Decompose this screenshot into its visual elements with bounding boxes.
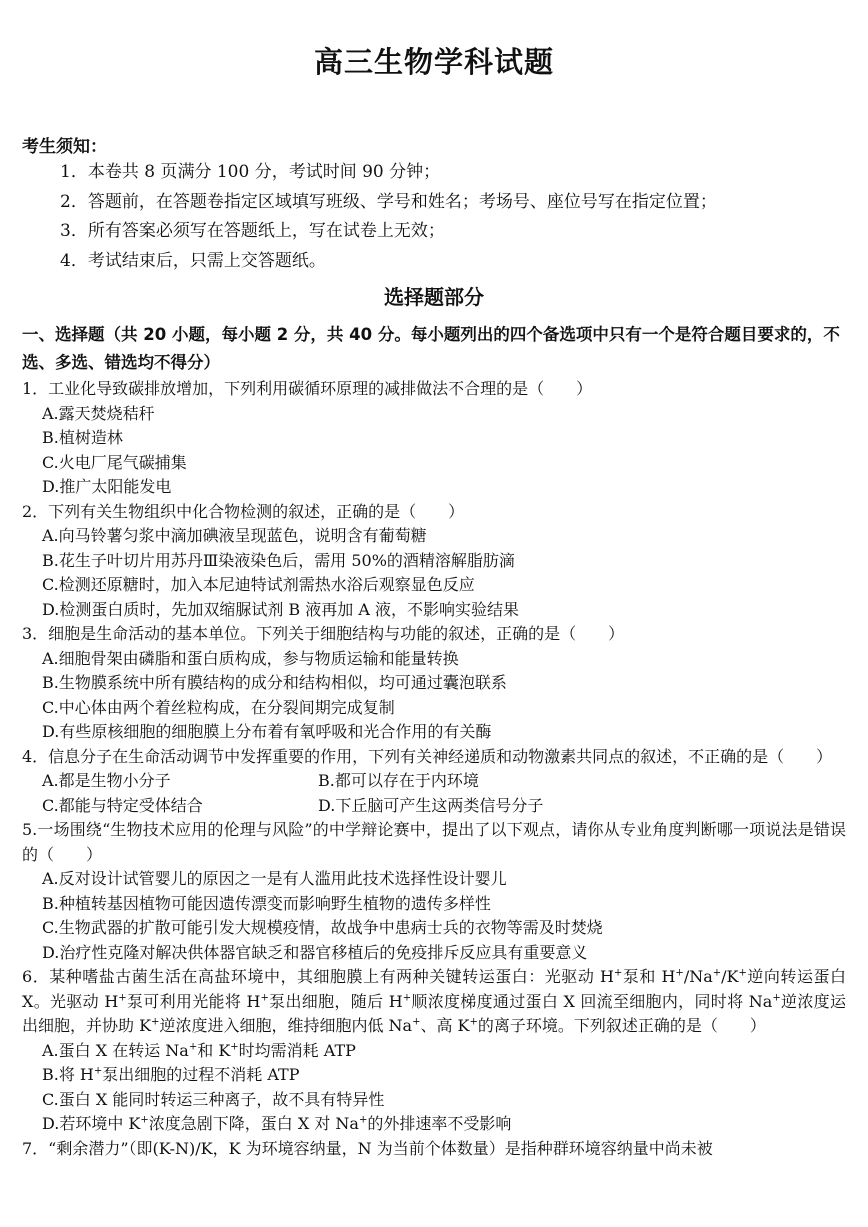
- option-c: C.生物武器的扩散可能引发大规模疫情，故战争中患病士兵的衣物等需及时焚烧: [42, 918, 603, 937]
- page-title: 高三生物学科试题: [313, 45, 554, 79]
- question-5: [22, 818, 846, 965]
- option-d: D.检测蛋白质时，先加双缩脲试剂 B 液再加 A 液，不影响实验结果: [42, 599, 520, 619]
- option-d: D.有些原核细胞的细胞膜上分布着有氧呼吸和光合作用的有关酶: [42, 722, 492, 741]
- question-stem: 4．信息分子在生命活动调节中发挥重要的作用，下列有关神经递质和动物激素共同点的叙述，不正确的是（ ）: [22, 746, 833, 766]
- option-c: C.蛋白 X 能同时转运三种离子，故不具有特异性: [42, 1089, 385, 1109]
- option-a: A.反对设计试管婴儿的原因之一是有人滥用此技术选择性设计婴儿: [42, 869, 507, 888]
- question-stem: 3．细胞是生命活动的基本单位。下列关于细胞结构与功能的叙述，正确的是（ ）: [22, 624, 625, 643]
- option-b: B.将 H+泵出细胞的过程不消耗 ATP: [42, 1065, 300, 1084]
- option-c: C.检测还原糖时，加入本尼迪特试剂需热水浴后观察显色反应: [42, 575, 475, 594]
- notice-heading: 考生须知：: [22, 137, 107, 157]
- question-list: [22, 377, 846, 1161]
- part-heading: 一、选择题（共 20 小题，每小题 2 分，共 40 分。每小题列出的四个备选项中只有一个是符合题目要求的，不选、多选、错选均不得分）: [22, 325, 840, 372]
- question-3: [22, 622, 846, 745]
- notice-item: 1．本卷共 8 页满分 100 分，考试时间 90 分钟；: [60, 162, 441, 182]
- question-1: [22, 377, 846, 500]
- option-row: [22, 794, 846, 819]
- option-c: C.中心体由两个着丝粒构成，在分裂间期完成复制: [42, 697, 395, 717]
- notice-list: [60, 158, 860, 276]
- option-a: A.蛋白 X 在转运 Na+和 K+时均需消耗 ATP: [42, 1040, 356, 1060]
- question-2: [22, 500, 846, 623]
- option-d: D.下丘脑可产生这两类信号分子: [318, 795, 544, 815]
- notice-item: 2．答题前，在答题卷指定区域填写班级、学号和姓名；考场号、座位号写在指定位置；: [60, 191, 717, 212]
- question-stem: 2．下列有关生物组织中化合物检测的叙述，正确的是（ ）: [22, 501, 465, 521]
- section-title: 选择题部分: [384, 285, 484, 309]
- question-6: [22, 965, 846, 1137]
- option-b: B.植树造林: [42, 428, 123, 447]
- question-stem: 7．“剩余潜力”（即(K-N)/K，K 为环境容纳量，N 为当前个体数量）是指种群环境容纳量中尚未被: [22, 1138, 713, 1158]
- option-b: B.生物膜系统中所有膜结构的成分和结构相似，均可通过囊泡联系: [42, 673, 507, 692]
- question-stem: 6．某种嗜盐古菌生活在高盐环境中，其细胞膜上有两种关键转运蛋白：光驱动 H+泵和 H+/Na+/K+逆向转运蛋白 X。光驱动 H+泵可利用光能将 H+泵出细胞，随后 H+顺浓度梯度通过蛋白 X 回流至细胞内，同时将 Na+逆浓度运出细胞，并协助 K+逆浓度进入细胞，维持细胞内低 Na+、高 K+的离子环境。下列叙述正确的是（ ）: [22, 967, 846, 1035]
- option-b: B.花生子叶切片用苏丹Ⅲ染液染色后，需用 50%的酒精溶解脂肪滴: [42, 550, 515, 570]
- option-d: D.治疗性克隆对解决供体器官缺乏和器官移植后的免疫排斥反应具有重要意义: [42, 942, 588, 962]
- notice-item: 4．考试结束后，只需上交答题纸。: [60, 250, 326, 271]
- notice-item: 3．所有答案必须写在答题纸上，写在试卷上无效；: [60, 221, 445, 241]
- option-a: A.露天焚烧秸秆: [42, 403, 155, 423]
- option-a: A.都是生物小分子: [42, 771, 171, 790]
- option-b: B.种植转基因植物可能因遗传漂变而影响野生植物的遗传多样性: [42, 893, 491, 913]
- question-7: [22, 1137, 846, 1162]
- option-d: D.若环境中 K+浓度急剧下降，蛋白 X 对 Na+的外排速率不受影响: [42, 1114, 512, 1133]
- option-row: [22, 769, 846, 794]
- option-a: A.细胞骨架由磷脂和蛋白质构成，参与物质运输和能量转换: [42, 648, 459, 668]
- question-4: [22, 745, 846, 819]
- option-d: D.推广太阳能发电: [42, 477, 172, 496]
- option-c: C.都能与特定受体结合: [42, 795, 203, 815]
- option-c: C.火电厂尾气碳捕集: [42, 452, 187, 472]
- question-stem: 1．工业化导致碳排放增加，下列利用碳循环原理的减排做法不合理的是（ ）: [22, 379, 593, 398]
- option-a: A.向马铃薯匀浆中滴加碘液呈现蓝色，说明含有葡萄糖: [42, 526, 427, 545]
- question-stem: 5.一场围绕“生物技术应用的伦理与风险”的中学辩论赛中，提出了以下观点，请你从专业角度判断哪一项说法是错误的（ ）: [22, 820, 846, 864]
- option-b: B.都可以存在于内环境: [318, 771, 479, 790]
